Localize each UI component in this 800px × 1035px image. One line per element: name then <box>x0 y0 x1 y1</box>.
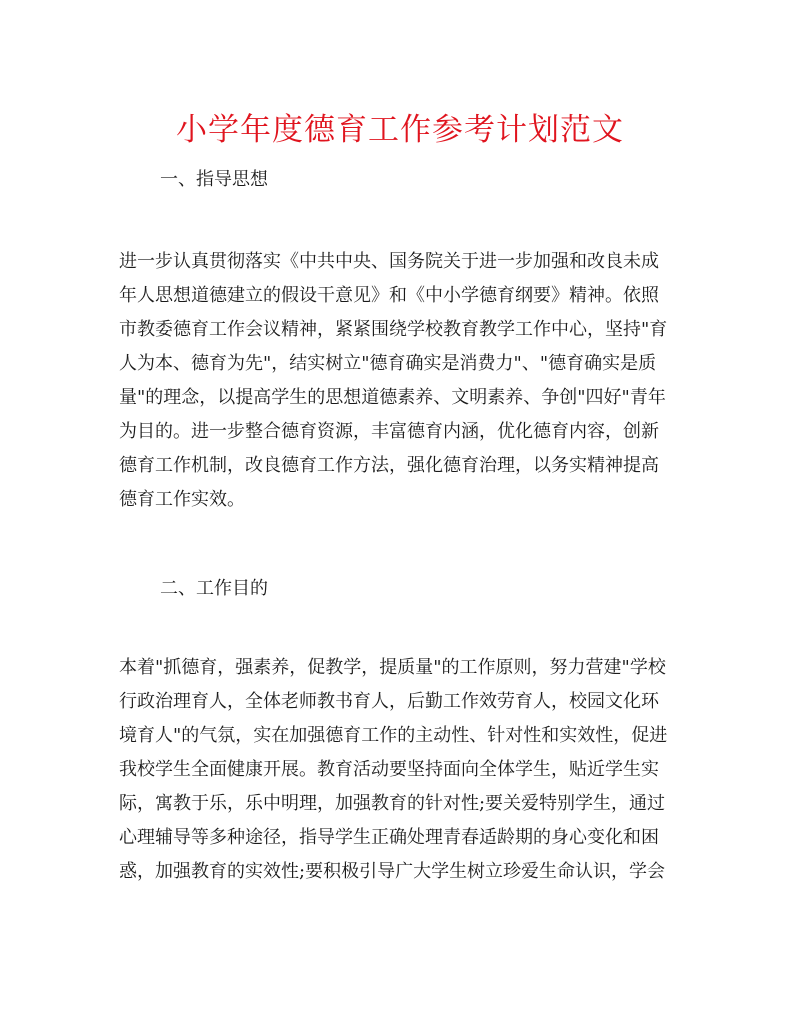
paragraph-line: 行政治理育人，全体老师教书育人，后勤工作效劳育人，校园文化环 <box>119 691 659 712</box>
section-heading-guiding-ideology: 一、指导思想 <box>160 169 268 190</box>
paragraph-line: 境育人"的气氛，实在加强德育工作的主动性、针对性和实效性，促进 <box>119 725 668 746</box>
paragraph-line: 为目的。进一步整合德育资源，丰富德育内涵，优化德育内容，创新 <box>119 421 659 442</box>
section-heading-work-goals: 二、工作目的 <box>160 578 268 599</box>
paragraph-line: 际，寓教于乐，乐中明理，加强教育的针对性;要关爱特别学生，通过 <box>119 793 666 814</box>
section-paragraph-work-goals <box>119 651 689 889</box>
document-title: 小学年度德育工作参考计划范文 <box>176 112 624 148</box>
paragraph-line: 德育工作实效。 <box>119 489 245 510</box>
paragraph-line: 德育工作机制，改良德育工作方法，强化德育治理，以务实精神提高 <box>119 455 659 476</box>
paragraph-line: 我校学生全面健康开展。教育活动要坚持面向全体学生，贴近学生实 <box>119 759 659 780</box>
paragraph-line: 量"的理念，以提高学生的思想道德素养、文明素养、争创"四好"青年 <box>119 387 666 408</box>
paragraph-line: 市教委德育工作会议精神，紧紧围绕学校教育教学工作中心，坚持"育 <box>119 319 668 340</box>
paragraph-line: 本着"抓德育，强素养，促教学，提质量"的工作原则，努力营建"学校 <box>119 657 666 678</box>
section-paragraph-guiding-ideology <box>119 245 689 517</box>
paragraph-line: 人为本、德育为先"，结实树立"德育确实是消费力"、"德育确实是质 <box>119 353 657 374</box>
paragraph-line: 心理辅导等多种途径，指导学生正确处理青春适龄期的身心变化和困 <box>119 827 659 848</box>
paragraph-line: 年人思想道德建立的假设干意见》和《中小学德育纲要》精神。依照 <box>119 285 659 306</box>
paragraph-line: 进一步认真贯彻落实《中共中央、国务院关于进一步加强和改良未成 <box>119 251 659 272</box>
paragraph-line: 惑，加强教育的实效性;要积极引导广大学生树立珍爱生命认识，学会 <box>119 861 666 882</box>
